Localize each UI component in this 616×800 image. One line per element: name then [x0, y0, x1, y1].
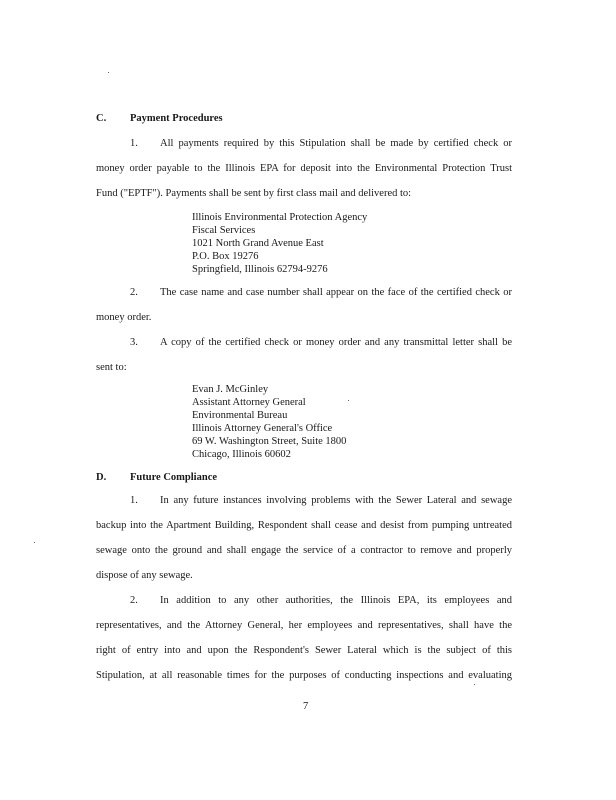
section-c-heading: Payment Procedures	[130, 113, 223, 124]
c-para-1-line-2: money order payable to the Illinois EPA for deposit into the Environmental Protection Trust	[96, 163, 512, 174]
address-line: 1021 North Grand Avenue East	[192, 238, 324, 249]
section-d-heading: Future Compliance	[130, 472, 218, 483]
d-para-1-number: 1.	[130, 495, 138, 506]
address-line: Illinois Environmental Protection Agency	[192, 212, 368, 223]
d-para-2-number: 2.	[130, 595, 138, 606]
address-line: Environmental Bureau	[192, 410, 288, 421]
c-para-2-line-2: money order.	[96, 312, 152, 323]
c-para-3-line-1: A copy of the certified check or money order and any transmittal letter shall be	[160, 337, 512, 348]
c-para-2-line-1: The case name and case number shall appear on the face of the certified check or	[160, 287, 512, 298]
d-para-2-line-1: In addition to any other authorities, the Illinois EPA, its employees and	[160, 595, 512, 606]
d-para-1-line-1: In any future instances involving problems with the Sewer Lateral and sewage	[160, 495, 512, 506]
address-line: P.O. Box 19276	[192, 251, 259, 262]
d-para-2-line-4: Stipulation, at all reasonable times for the purposes of conducting inspections and evaluating	[96, 670, 512, 681]
address-line: Fiscal Services	[192, 225, 256, 236]
d-para-1-line-2: backup into the Apartment Building, Respondent shall cease and desist from pumping untreated	[96, 520, 512, 531]
d-para-2-line-2: representatives, and the Attorney General, her employees and representatives, shall have the	[96, 620, 512, 631]
scan-speck	[108, 72, 109, 73]
address-line: Illinois Attorney General's Office	[192, 423, 333, 434]
c-para-1-number: 1.	[130, 138, 138, 149]
c-para-1-line-1: All payments required by this Stipulation shall be made by certified check or	[160, 138, 512, 149]
address-line: Assistant Attorney General	[192, 397, 306, 408]
d-para-1-line-3: sewage onto the ground and shall engage the service of a contractor to remove and properly	[96, 545, 512, 556]
section-d-letter: D.	[96, 472, 107, 483]
c-para-1-line-3: Fund ("EPTF"). Payments shall be sent by first class mail and delivered to:	[96, 188, 412, 199]
d-para-2-line-3: right of entry into and upon the Respondent's Sewer Lateral which is the subject of this	[96, 645, 512, 656]
address-line: Springfield, Illinois 62794-9276	[192, 264, 328, 275]
scan-speck	[34, 542, 35, 543]
scan-speck	[474, 684, 475, 685]
page-number: 7	[303, 701, 309, 712]
c-para-3-line-2: sent to:	[96, 362, 127, 373]
address-line: Chicago, Illinois 60602	[192, 449, 291, 460]
d-para-1-line-4: dispose of any sewage.	[96, 570, 193, 581]
c-para-3-number: 3.	[130, 337, 138, 348]
scan-speck	[348, 400, 349, 401]
address-line: Evan J. McGinley	[192, 384, 269, 395]
section-c-letter: C.	[96, 113, 107, 124]
c-para-2-number: 2.	[130, 287, 138, 298]
address-line: 69 W. Washington Street, Suite 1800	[192, 436, 347, 447]
